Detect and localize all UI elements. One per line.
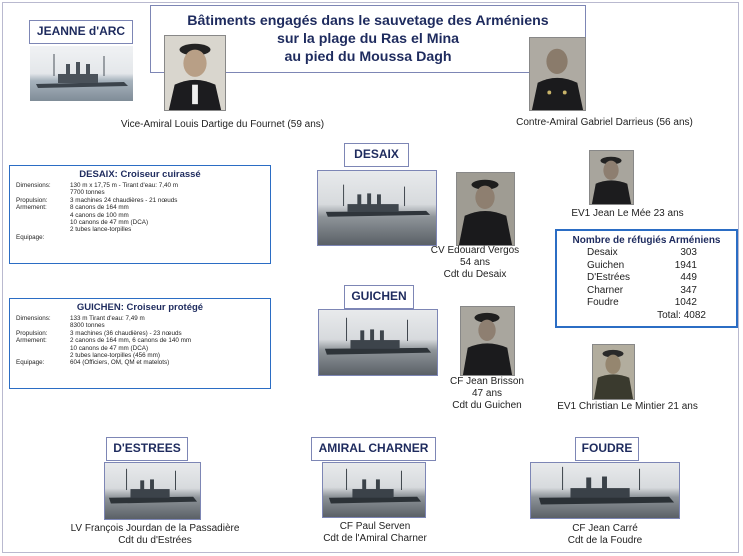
- spec-value: 10 canons de 47 mm (DCA): [70, 219, 149, 227]
- title-line-2: sur la plage du Ras el Mina: [276, 31, 460, 47]
- ship-silhouette-icon: [319, 310, 437, 375]
- refugee-row: [557, 247, 736, 260]
- jourdan-name: LV François Jourdan de la Passadière: [70, 523, 240, 534]
- jeanne-darc-photo: [30, 46, 133, 101]
- spec-key: [10, 322, 70, 329]
- vergos-age: 54 ans: [459, 257, 491, 268]
- guichen-label: GUICHEN: [344, 285, 414, 309]
- refugee-row: [557, 260, 736, 273]
- refugee-ship-name: Charner: [587, 284, 624, 296]
- officer-portrait-icon: [530, 38, 585, 110]
- brisson-caption: [437, 376, 537, 412]
- charner-caption: [290, 521, 460, 545]
- officer-portrait-icon: [457, 173, 514, 245]
- spec-key: Armement:: [16, 337, 47, 345]
- refugee-row: [557, 272, 736, 285]
- dartige-portrait: [164, 35, 226, 111]
- refugee-count: 449: [680, 272, 697, 283]
- foudre-caption: [535, 523, 675, 547]
- refugee-count: 1042: [674, 297, 697, 308]
- spec-value: 3 machines (36 chaudières) - 23 nœuds: [70, 329, 182, 337]
- le-mintier-caption: EV1 Christian Le Mintier 21 ans: [557, 401, 698, 412]
- le-mintier-portrait: [592, 344, 635, 400]
- le-mee-caption: EV1 Jean Le Mée 23 ans: [571, 208, 684, 219]
- refugee-row: [557, 297, 736, 310]
- spec-row: [10, 337, 270, 344]
- guichen-info-box: [9, 298, 271, 389]
- spec-row: [10, 204, 270, 211]
- jeanne-darc-label: JEANNE d'ARC: [29, 20, 133, 44]
- foudre-label: FOUDRE: [575, 437, 639, 461]
- spec-key: Propulsion:: [16, 329, 48, 337]
- dartige-caption: Vice-Amiral Louis Dartige du Fournet (59 ans): [120, 119, 325, 130]
- officer-portrait-icon: [593, 345, 634, 399]
- spec-key: [10, 226, 70, 233]
- officer-portrait-icon: [461, 307, 514, 375]
- spec-key: Dimensions:: [16, 182, 51, 189]
- vergos-role: Cdt du Desaix: [443, 269, 507, 280]
- title-line-3: au pied du Moussa Dagh: [284, 49, 452, 65]
- spec-row: [10, 345, 270, 352]
- spec-row: [10, 219, 270, 226]
- spec-key: Dimensions:: [16, 315, 51, 322]
- spec-key: [10, 212, 70, 219]
- refugees-box: [555, 229, 738, 328]
- spec-value: 130 m x 17,75 m - Tirant d'eau: 7,40 m: [70, 182, 178, 189]
- charner-label: AMIRAL CHARNER: [311, 437, 436, 461]
- spec-value: 7700 tonnes: [70, 189, 105, 197]
- destrees-label: D'ESTREES: [106, 437, 188, 461]
- foudre-photo: [530, 462, 680, 519]
- spec-row: [10, 189, 270, 196]
- desaix-label: DESAIX: [344, 143, 409, 167]
- spec-row: [10, 315, 270, 322]
- spec-value: 10 canons de 47 mm (DCA): [70, 344, 149, 352]
- destrees-photo: [104, 462, 201, 520]
- spec-row: [10, 352, 270, 359]
- vergos-name: CV Edouard Vergos: [430, 245, 520, 256]
- spec-row: [10, 322, 270, 329]
- spec-value: 2 tubes lance-torpilles (456 mm): [70, 352, 160, 360]
- guichen-spec-list: [10, 315, 270, 367]
- ship-silhouette-icon: [318, 171, 436, 245]
- spec-value: 604 (Officiers, OM, QM et matelots): [70, 359, 170, 367]
- brisson-age: 47 ans: [471, 388, 503, 399]
- serven-role: Cdt de l'Amiral Charner: [323, 533, 427, 544]
- charner-photo: [322, 462, 426, 518]
- vergos-portrait: [456, 172, 515, 246]
- spec-key: Equipage:: [16, 233, 45, 241]
- brisson-name: CF Jean Brisson: [450, 376, 524, 387]
- ship-silhouette-icon: [105, 463, 200, 519]
- spec-key: [10, 352, 70, 359]
- officer-portrait-icon: [590, 151, 633, 204]
- guichen-info-title: GUICHEN: Croiseur protégé: [76, 302, 204, 313]
- spec-key: Armement:: [16, 204, 47, 212]
- refugee-ship-name: D'Estrées: [587, 272, 631, 283]
- spec-row: [10, 182, 270, 189]
- refugees-title: Nombre de réfugiés Arméniens: [572, 235, 721, 246]
- spec-key: Equipage:: [16, 359, 45, 367]
- title-line-1: Bâtiments engagés dans le sauvetage des Arméniens: [187, 13, 549, 29]
- refugee-count: 1941: [674, 259, 697, 271]
- refugee-count: 347: [680, 284, 697, 296]
- vergos-caption: [425, 245, 525, 281]
- spec-value: 2 tubes lance-torpilles: [70, 226, 132, 234]
- refugee-ship-name: Desaix: [587, 247, 618, 258]
- spec-value: 133 m Tirant d'eau: 7,49 m: [70, 315, 145, 322]
- spec-key: [10, 189, 70, 196]
- officer-portrait-icon: [165, 36, 225, 110]
- refugee-ship-name: Foudre: [587, 297, 619, 308]
- spec-value: 8 canons de 164 mm: [70, 204, 129, 212]
- spec-key: Propulsion:: [16, 196, 48, 204]
- refugee-row: [557, 285, 736, 298]
- carre-name: CF Jean Carré: [572, 523, 638, 534]
- jourdan-role: Cdt du d'Estrées: [118, 535, 192, 546]
- desaix-spec-list: [10, 182, 270, 241]
- desaix-info-title: DESAIX: Croiseur cuirassé: [79, 169, 201, 180]
- desaix-photo: [317, 170, 437, 246]
- refugee-count: 303: [680, 247, 697, 258]
- spec-row: [10, 330, 270, 337]
- spec-row: [10, 226, 270, 233]
- spec-row: [10, 197, 270, 204]
- spec-row: [10, 359, 270, 366]
- refugees-rows: [557, 247, 736, 310]
- spec-value: [70, 234, 270, 241]
- spec-value: 4 canons de 100 mm: [70, 211, 129, 219]
- brisson-portrait: [460, 306, 515, 376]
- spec-key: [10, 219, 70, 226]
- spec-value: 2 canons de 164 mm, 6 canons de 140 mm: [70, 337, 192, 345]
- refugee-ship-name: Guichen: [587, 259, 625, 271]
- brisson-role: Cdt du Guichen: [452, 400, 522, 411]
- spec-row: [10, 234, 270, 241]
- carre-role: Cdt de la Foudre: [567, 535, 643, 546]
- spec-row: [10, 212, 270, 219]
- desaix-info-box: [9, 165, 271, 264]
- spec-key: [10, 345, 70, 352]
- guichen-photo: [318, 309, 438, 376]
- le-mee-portrait: [589, 150, 634, 205]
- ship-silhouette-icon: [30, 46, 133, 101]
- darrieus-portrait: [529, 37, 586, 111]
- ship-silhouette-icon: [531, 463, 679, 518]
- serven-name: CF Paul Serven: [339, 521, 411, 532]
- ship-silhouette-icon: [323, 463, 425, 517]
- spec-value: 3 machines 24 chaudières - 21 nœuds: [70, 196, 178, 204]
- spec-value: 8300 tonnes: [70, 322, 105, 330]
- destrees-caption: [55, 523, 255, 547]
- darrieus-caption: Contre-Amiral Gabriel Darrieus (56 ans): [516, 117, 693, 128]
- refugees-total: Total: 4082: [657, 309, 706, 321]
